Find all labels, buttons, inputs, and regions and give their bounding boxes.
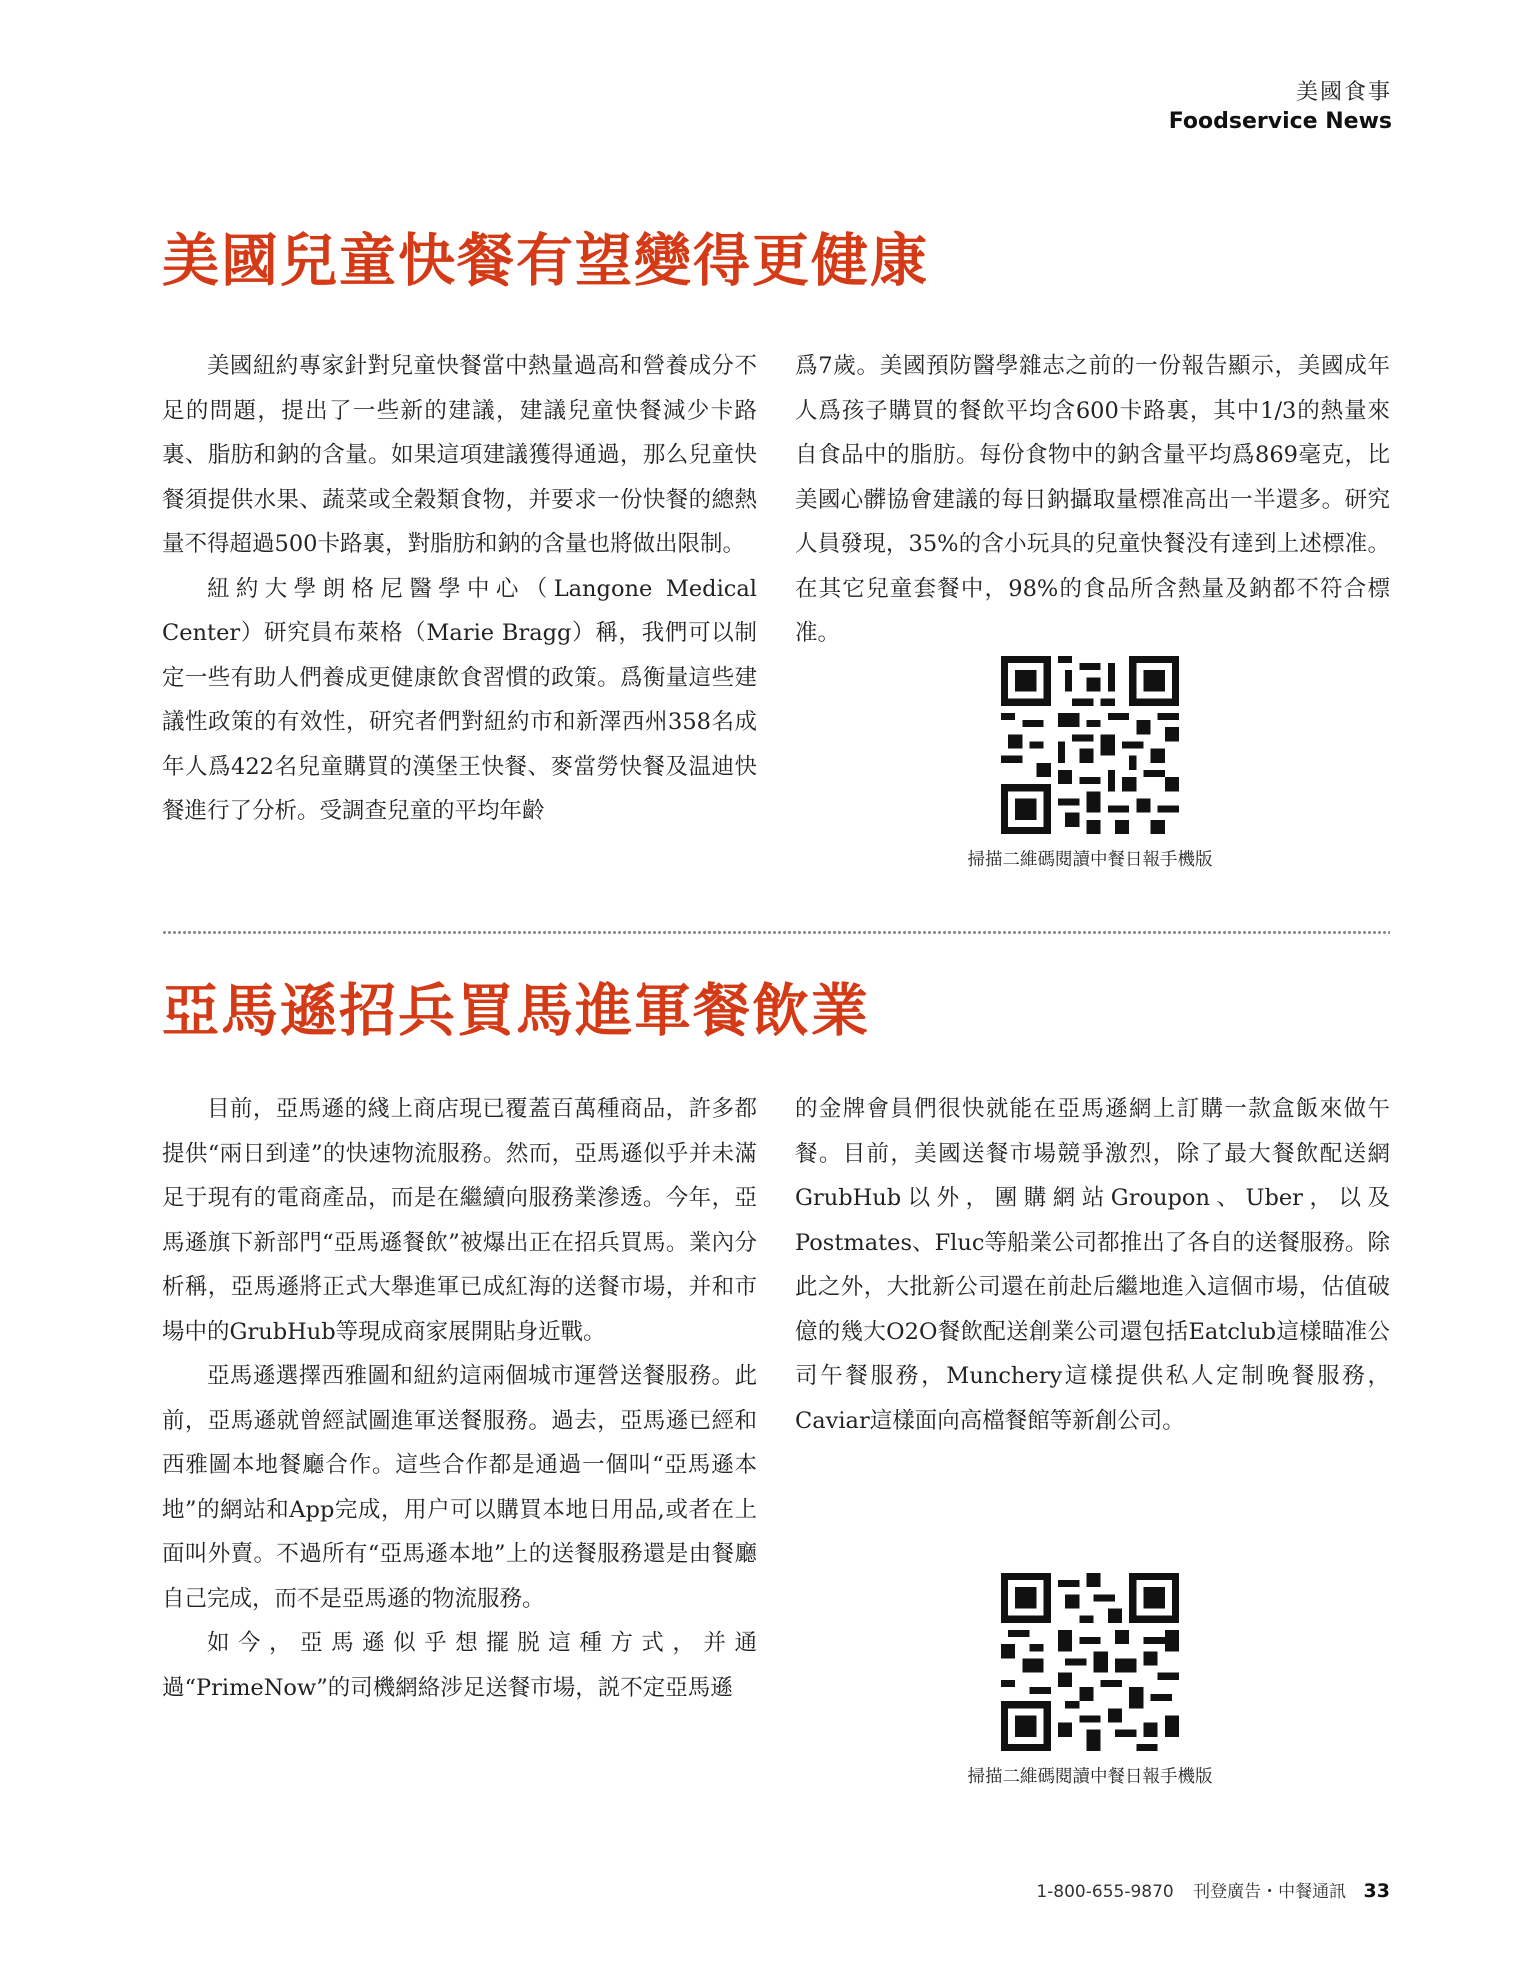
- article1-paragraph: 美國紐約專家針對兒童快餐當中熱量過高和營養成分不足的問題，提出了一些新的建議，建議兒童快餐減少卡路裏、脂肪和鈉的含量。如果這項建議獲得通過，那么兒童快餐須提供水果、蔬菜或全穀類食物，并要求一份快餐的總熱量不得超過500卡路裏，對脂肪和鈉的含量也將做出限制。: [162, 353, 757, 557]
- article1-title: 美國兒童快餐有望變得更健康: [162, 227, 929, 294]
- section-label-en: Foodservice News: [1168, 109, 1392, 134]
- article2-paragraph: 目前，亞馬遜的綫上商店現已覆蓋百萬種商品，許多都提供“兩日到達”的快速物流服務。然而，亞馬遜似乎并未滿足于現有的電商產品，而是在繼續向服務業滲透。今年，亞馬遜旗下新部門“亞馬遜餐飲”被爆出正在招兵買馬。業內分析稱，亞馬遜將正式大舉進軍已成紅海的送餐市場，并和市場中的GrubHub等現成商家展開貼身近戰。: [162, 1096, 757, 1345]
- qr-code-icon: [1001, 1573, 1179, 1751]
- section-label-cn: 美國食事: [1295, 80, 1392, 105]
- article1-column-left: [162, 344, 757, 834]
- article1-column-right: [795, 344, 1390, 656]
- article1-qr-block: [950, 656, 1230, 872]
- page-footer: [1036, 1879, 1390, 1904]
- section-divider: [162, 929, 1390, 936]
- article1-paragraph: 紐約大學朗格尼醫學中心（Langone Medical Center）研究員布萊格（Marie Bragg）稱，我們可以制定一些有助人們養成更健康飲食習慣的政策。爲衡量這些建議性政策的有效性，研究者們對紐約市和新澤西州358名成年人爲422名兒童購買的漢堡王快餐、麥當勞快餐及温迪快餐進行了分析。受調查兒童的平均年齡: [162, 575, 757, 824]
- article2-paragraph: 的金牌會員們很快就能在亞馬遜網上訂購一款盒飯來做午餐。目前，美國送餐市場競爭激烈，除了最大餐飲配送網GrubHub以外，團購網站Groupon、Uber，以及Postmates、Fluc等船業公司都推出了各自的送餐服務。除此之外，大批新公司還在前赴后繼地進入這個市場，估值破億的幾大O2O餐飲配送創業公司還包括Eatclub這樣瞄准公司午餐服務，Munchery這樣提供私人定制晚餐服務，Caviar這樣面向高檔餐館等新創公司。: [795, 1096, 1390, 1434]
- qr-caption: 掃描二維碼閱讀中餐日報手機版: [967, 850, 1213, 870]
- article2-column-left: [162, 1087, 757, 1710]
- article2-paragraph: 亞馬遜選擇西雅圖和紐約這兩個城市運營送餐服務。此前，亞馬遜就曾經試圖進軍送餐服務。過去，亞馬遜已經和西雅圖本地餐廳合作。這些合作都是通過一個叫“亞馬遜本地”的網站和App完成，用户可以購買本地日用品,或者在上面叫外賣。不過所有“亞馬遜本地”上的送餐服務還是由餐廳自己完成，而不是亞馬遜的物流服務。: [162, 1363, 757, 1612]
- article1-paragraph: 爲7歲。美國預防醫學雜志之前的一份報告顯示，美國成年人爲孩子購買的餐飲平均含600卡路裏，其中1/3的熱量來自食品中的脂肪。每份食物中的鈉含量平均爲869毫克，比美國心髒協會建議的每日鈉攝取量標准高出一半還多。研究人員發現，35%的含小玩具的兒童快餐没有達到上述標准。在其它兒童套餐中，98%的食品所含熱量及鈉都不符合標准。: [795, 353, 1390, 646]
- footer-publisher: 刊登廣告・中餐通訊: [1193, 1882, 1347, 1902]
- article2-qr-block: [950, 1573, 1230, 1789]
- qr-caption: 掃描二維碼閱讀中餐日報手機版: [967, 1767, 1213, 1787]
- article2-column-right: [795, 1087, 1390, 1443]
- section-label: [1169, 78, 1392, 136]
- qr-code-icon: [1001, 656, 1179, 834]
- footer-phone: 1-800-655-9870: [1036, 1882, 1174, 1902]
- article2-paragraph: 如今，亞馬遜似乎想擺脱這種方式，并通過“PrimeNow”的司機網絡涉足送餐市場，説不定亞馬遜: [162, 1630, 757, 1701]
- page-number: 33: [1363, 1880, 1390, 1902]
- article2-title: 亞馬遜招兵買馬進軍餐飲業: [162, 977, 870, 1044]
